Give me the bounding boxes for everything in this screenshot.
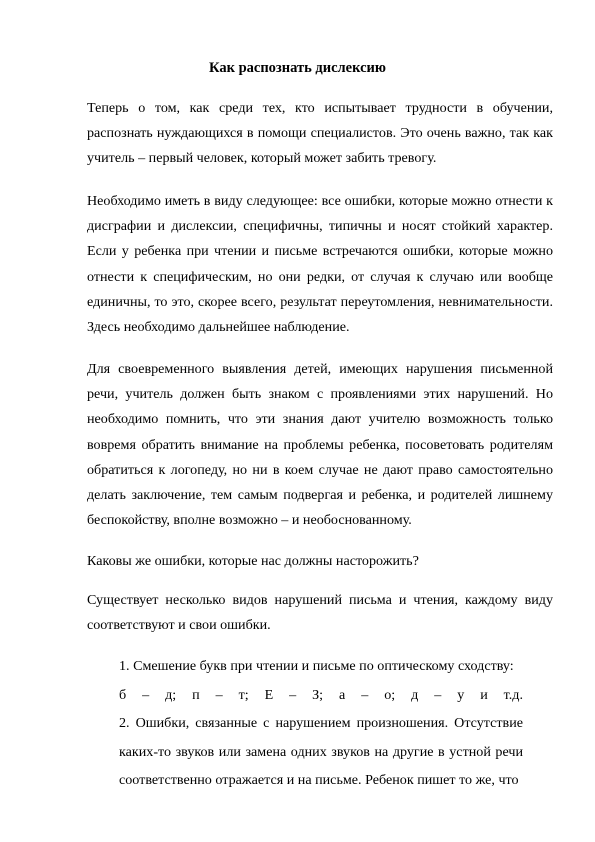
paragraph-teacher-knowledge: Для своевременного выявления детей, имеющих нарушения письменной речи, учитель должен быть знаком с проявлениями этих нарушений. Но необходимо помнить, что эти знания дают учителю возможность только вовремя обратить внимание на проблемы ребенка, посоветовать родителям обратиться к логопеду, но ни в коем случае не дают право самостоятельно делать заключение, тем самым подвергая и ребенка, и родителей лишнему беспокойству, вполне возможно – и необоснованному. <box>87 361 553 529</box>
list-item-1-examples: б – д; п – т; Е – З; а – о; д – у и т.д. <box>119 686 523 703</box>
paragraph-intro: Теперь о том, как среди тех, кто испытывает трудности в обучении, распознать нуждающихся в помощи специалистов. Это очень важно, так как учитель – первый человек, который может забить тревогу. <box>87 100 553 167</box>
paragraph-types: Существует несколько видов нарушений письма и чтения, каждому виду соответствуют и свои ошибки. <box>87 592 553 634</box>
list-item-2: 2. Ошибки, связанные с нарушением произношения. Отсутствие каких-то звуков или замена одних звуков на другие в устной речи соответственно отражается и на письме. Ребенок пишет то же, что <box>119 715 523 788</box>
list-item-1-text: 1. Смешение букв при чтении и письме по оптическому сходству: <box>119 658 514 674</box>
document-title: Как распознать дислексию <box>209 60 386 76</box>
list-item-1 <box>119 652 523 709</box>
paragraph-errors-specific: Необходимо иметь в виду следующее: все ошибки, которые можно отнести к дисграфии и дислексии, специфичны, типичны и носят стойкий характер. Если у ребенка при чтении и письме встречаются ошибки, которые можно отнести к специфическим, но они редки, от случая к случаю или вообще единичны, то это, скорее всего, результат переутомления, невнимательности. Здесь необходимо дальнейшее наблюдение. <box>87 193 553 336</box>
paragraph-question: Каковы же ошибки, которые нас должны насторожить? <box>87 553 419 569</box>
